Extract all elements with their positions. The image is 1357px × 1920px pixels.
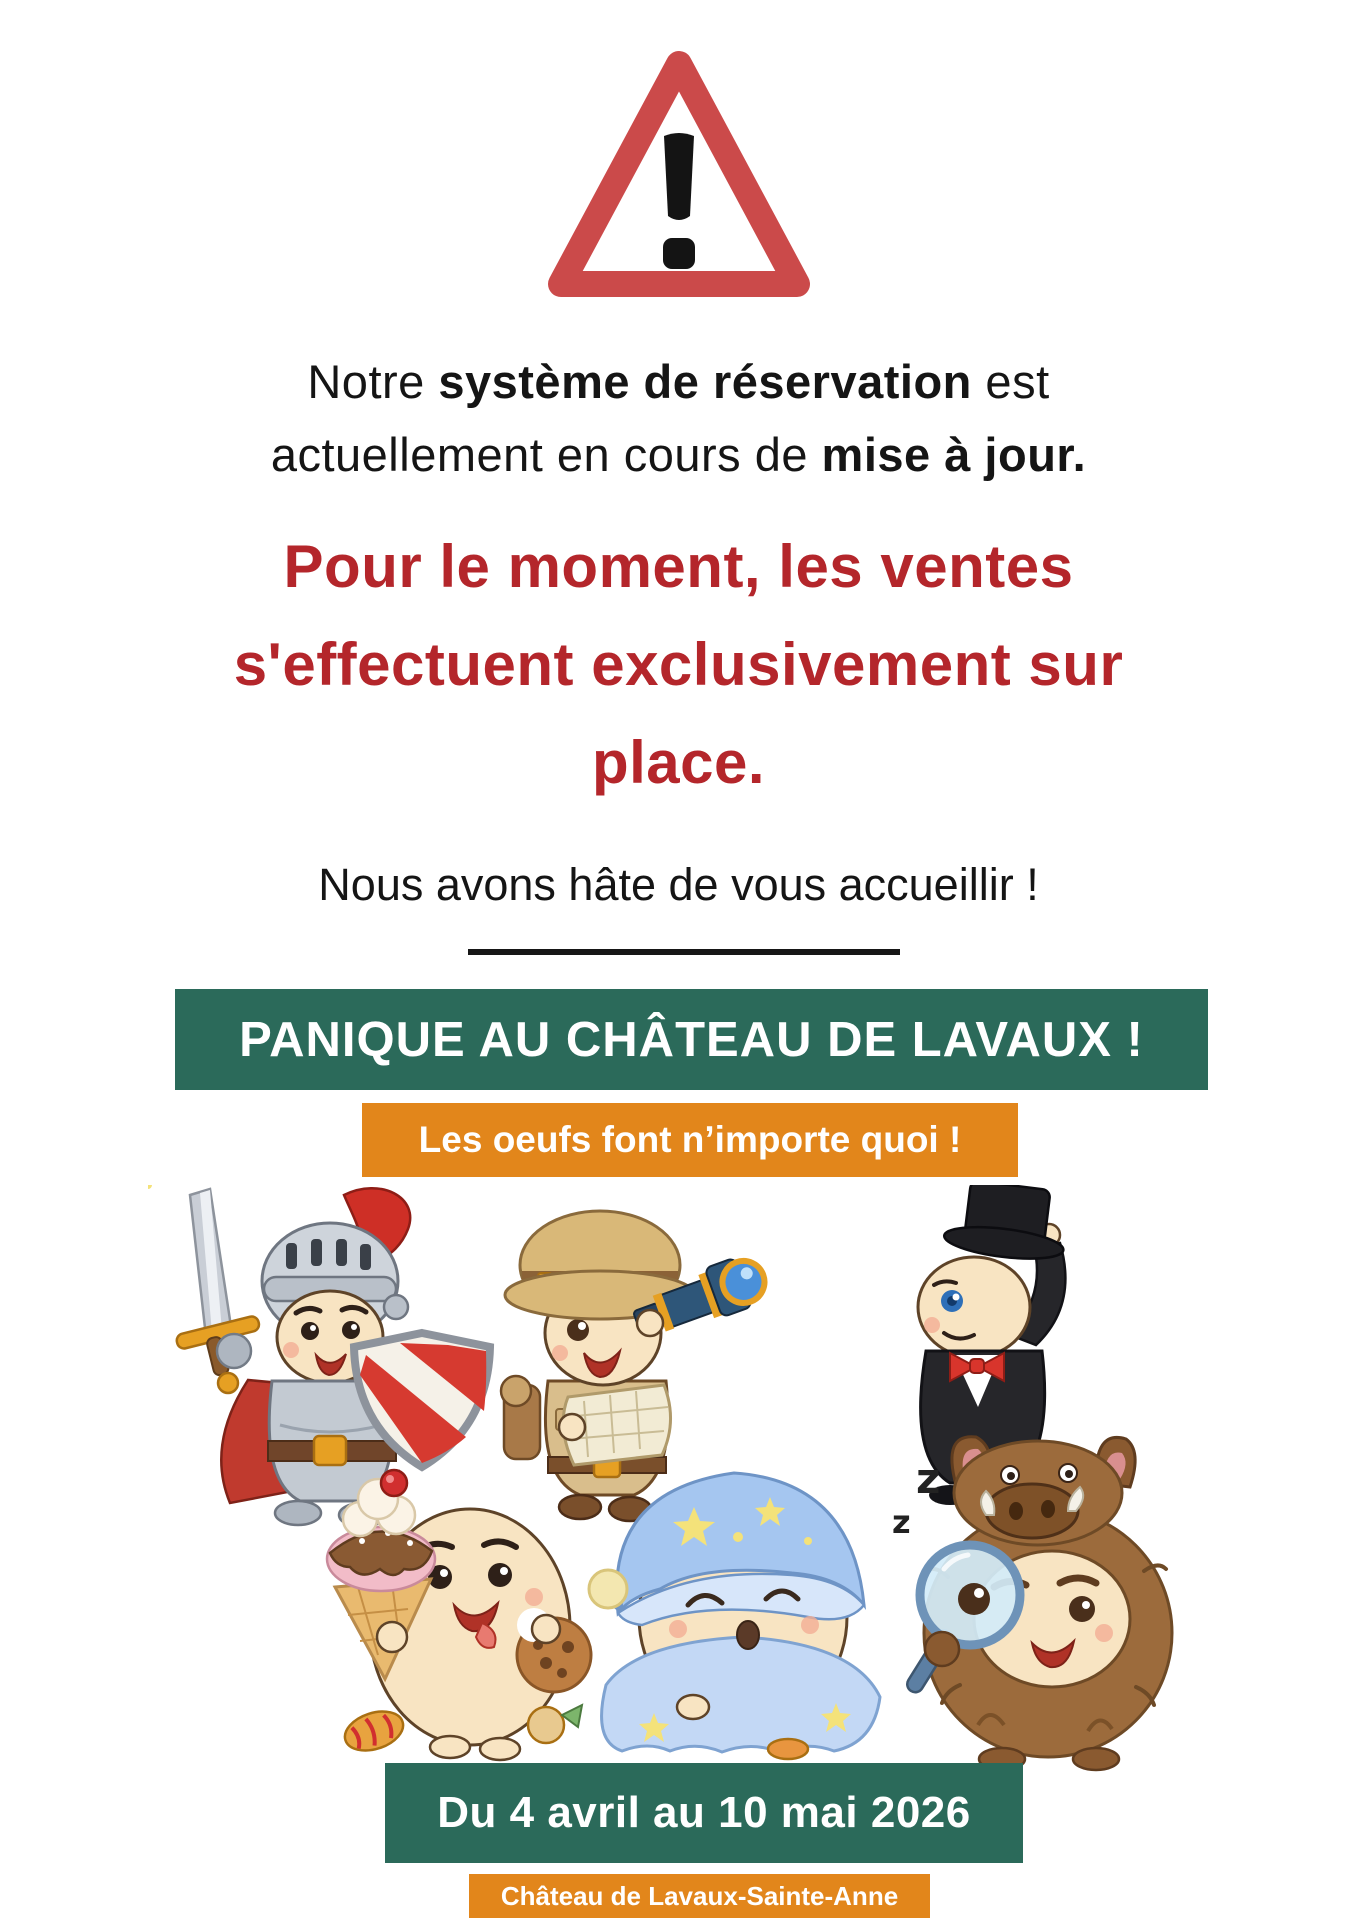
exclamation-dot [663,238,695,269]
headline [0,518,1357,812]
sleep-z-large: z [916,1454,941,1503]
headline-line-3: place. [591,729,766,796]
egg-characters-illustration [148,1185,1178,1780]
headline-line-1: Pour le moment, les ventes [283,533,1074,600]
boar-mitt-hand [925,1632,959,1666]
intro-line-2: actuellement en cours de mise à jour. [270,428,1087,481]
sleep-z-small: z [892,1503,911,1541]
intro-line-1: Notre système de réservation est [307,355,1050,408]
knight-egg [175,1188,490,1527]
divider-line [468,949,900,955]
knight-gauntlet [217,1334,251,1368]
glutton-cookie [517,1608,591,1692]
event-dates-banner: Du 4 avril au 10 mai 2026 [385,1763,1023,1863]
headline-line-2: s'effectuent exclusivement sur [233,631,1124,698]
explorer-hand [637,1310,663,1336]
intro-paragraph [0,345,1357,491]
event-title-banner: PANIQUE AU CHÂTEAU DE LAVAUX ! [175,989,1208,1090]
gentleman-face [918,1257,1030,1357]
glutton-egg [327,1470,591,1760]
event-location-banner: Château de Lavaux-Sainte-Anne [469,1874,930,1918]
knight-sword [175,1189,260,1393]
sleepy-foot [768,1739,808,1759]
welcome-text: Nous avons hâte de vous accueillir ! [318,859,1039,910]
exclamation-bar [664,133,694,220]
warning-triangle-icon [543,48,815,304]
explorer-map [559,1385,671,1465]
boar-hood-head [954,1441,1122,1545]
event-subtitle-banner: Les oeufs font n’importe quoi ! [362,1103,1018,1177]
